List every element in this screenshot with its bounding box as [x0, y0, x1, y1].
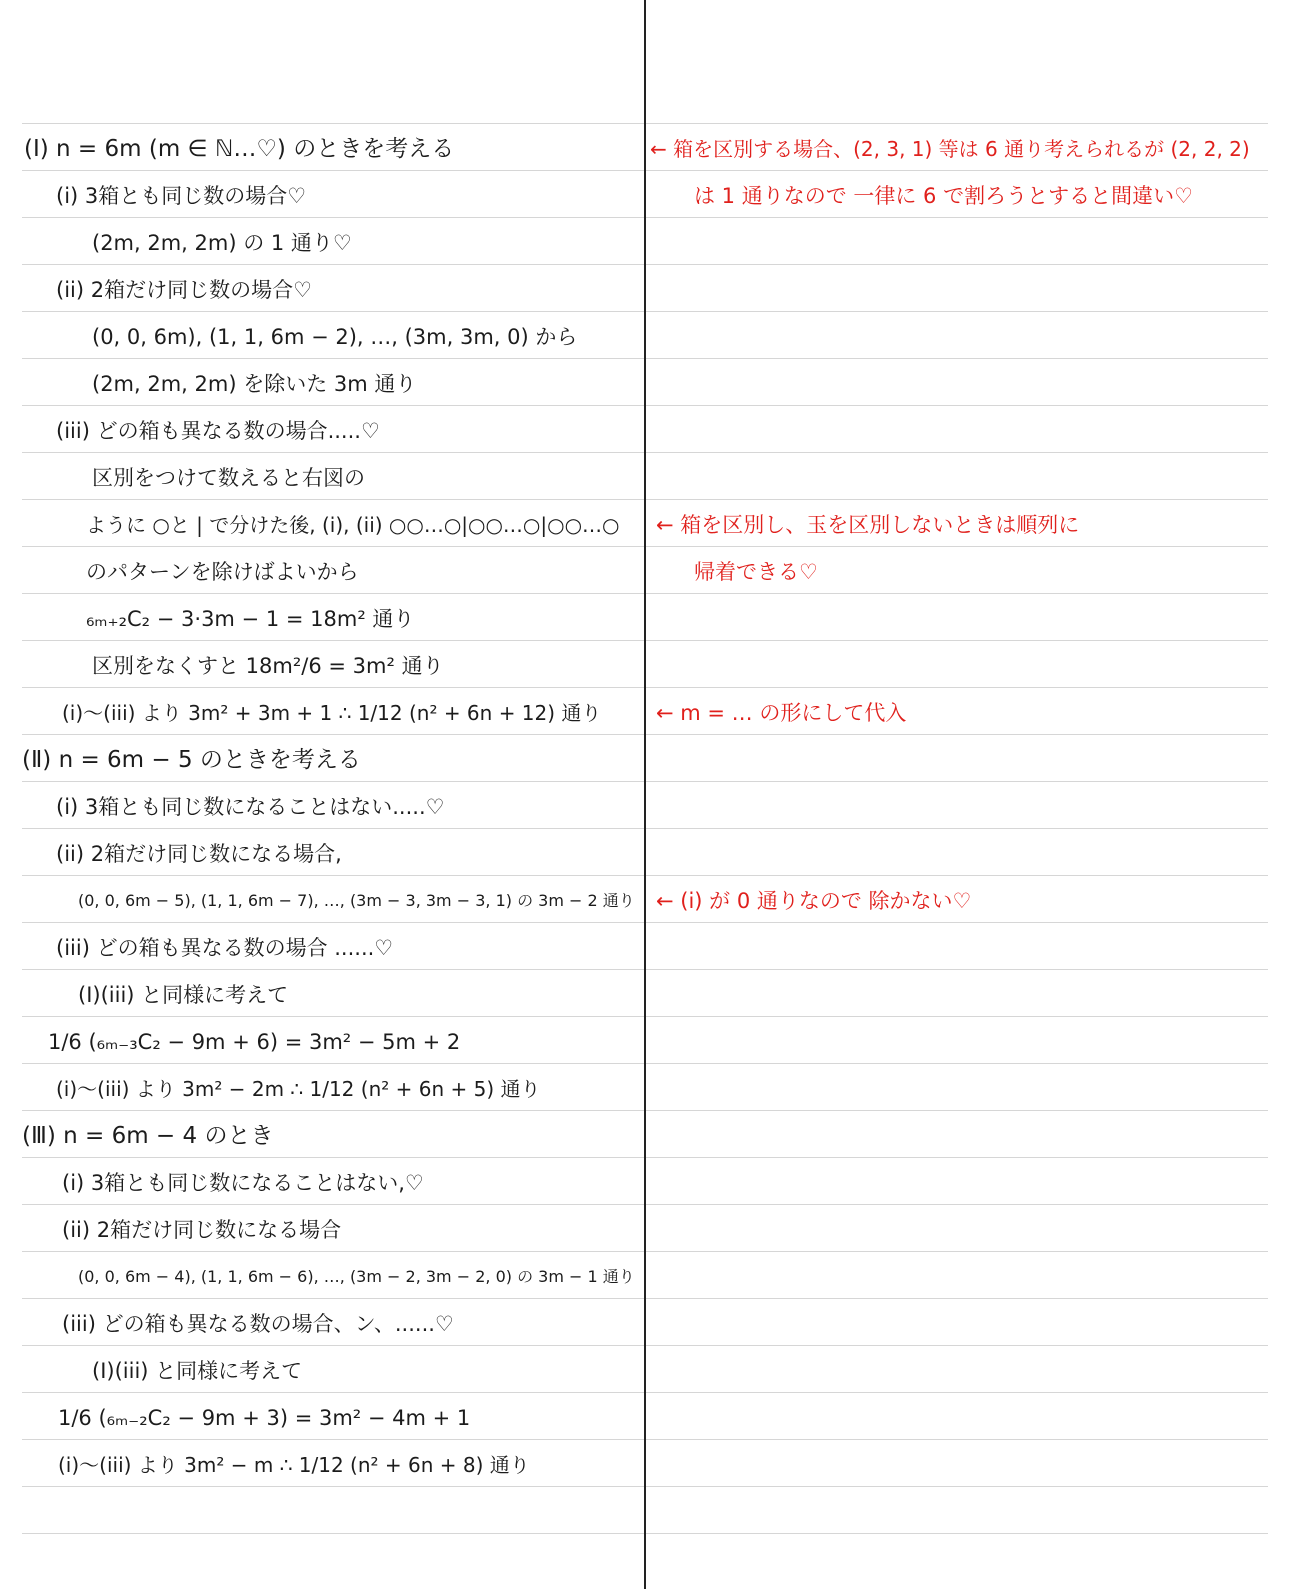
note-substitution: ← m = … の形にして代入 — [656, 701, 907, 725]
case-1-sub-iii-line-1: 区別をつけて数えると右図の — [92, 466, 365, 490]
case-3-sub-i: (i) 3箱とも同じ数になることはない,♡ — [62, 1171, 424, 1195]
case-2-conclusion: (i)〜(iii) より 3m² − 2m ∴ 1/12 (n² + 6n + 5) 通り — [56, 1077, 541, 1101]
case-1-heading: (Ⅰ) n = 6m (m ∈ ℕ…♡) のときを考える — [24, 136, 455, 162]
case-1-sub-ii-result: (2m, 2m, 2m) を除いた 3m 通り — [92, 372, 417, 396]
case-1-sub-ii-list: (0, 0, 6m), (1, 1, 6m − 2), …, (3m, 3m, 0) から — [92, 325, 578, 349]
note-permutation-line-2: 帰着できる♡ — [694, 560, 818, 584]
case-1-sub-ii: (ii) 2箱だけ同じ数の場合♡ — [56, 278, 312, 302]
case-3-sub-iii-formula: 1/6 (₆ₘ₋₂C₂ − 9m + 3) = 3m² − 4m + 1 — [58, 1406, 471, 1430]
case-2-sub-iii-formula: 1/6 (₆ₘ₋₃C₂ − 9m + 6) = 3m² − 5m + 2 — [48, 1030, 461, 1054]
case-3-heading: (Ⅲ) n = 6m − 4 のとき — [22, 1123, 274, 1149]
column-divider — [644, 0, 646, 1589]
note-no-exclusion: ← (i) が 0 通りなので 除かない♡ — [656, 889, 972, 913]
case-1-sub-iii-line-2: ように ○と | で分けた後, (i), (ii) ○○…○|○○…○|○○…○ — [86, 513, 620, 537]
case-1-sub-iii-result: 区別をなくすと 18m²/6 = 3m² 通り — [92, 654, 444, 678]
case-3-sub-iii-ref: (Ⅰ)(iii) と同様に考えて — [92, 1359, 303, 1383]
case-1-sub-i: (i) 3箱とも同じ数の場合♡ — [56, 184, 307, 208]
case-3-sub-ii-list: (0, 0, 6m − 4), (1, 1, 6m − 6), …, (3m − 2, 3m − 2, 0) の 3m − 1 通り — [78, 1267, 635, 1286]
case-1-conclusion: (i)〜(iii) より 3m² + 3m + 1 ∴ 1/12 (n² + 6n + 12) 通り — [62, 701, 602, 725]
case-2-heading: (Ⅱ) n = 6m − 5 のときを考える — [22, 747, 361, 773]
case-1-sub-iii-line-3: のパターンを除けばよいから — [86, 560, 359, 584]
case-2-sub-ii: (ii) 2箱だけ同じ数になる場合, — [56, 842, 342, 866]
note-division-warning-line-1: ← 箱を区別する場合、(2, 3, 1) 等は 6 通り考えられるが (2, 2, 2) — [650, 137, 1250, 161]
case-3-sub-iii: (iii) どの箱も異なる数の場合、ン、......♡ — [62, 1312, 454, 1336]
case-2-sub-i: (i) 3箱とも同じ数になることはない.....♡ — [56, 795, 445, 819]
case-2-sub-ii-list: (0, 0, 6m − 5), (1, 1, 6m − 7), …, (3m − 3, 3m − 3, 1) の 3m − 2 通り — [78, 891, 635, 910]
case-3-conclusion: (i)〜(iii) より 3m² − m ∴ 1/12 (n² + 6n + 8) 通り — [58, 1453, 530, 1477]
case-2-sub-iii-ref: (Ⅰ)(iii) と同様に考えて — [78, 983, 289, 1007]
note-permutation-line-1: ← 箱を区別し、玉を区別しないときは順列に — [656, 513, 1080, 537]
case-1-sub-iii: (iii) どの箱も異なる数の場合.....♡ — [56, 419, 380, 443]
note-division-warning-line-2: は 1 通りなので 一律に 6 で割ろうとすると間違い♡ — [694, 184, 1193, 208]
case-1-sub-i-result: (2m, 2m, 2m) の 1 通り♡ — [92, 231, 352, 255]
case-3-sub-ii: (ii) 2箱だけ同じ数になる場合 — [62, 1218, 342, 1242]
case-2-sub-iii: (iii) どの箱も異なる数の場合 ......♡ — [56, 936, 394, 960]
case-1-sub-iii-formula: ₆ₘ₊₂C₂ − 3·3m − 1 = 18m² 通り — [86, 607, 415, 631]
